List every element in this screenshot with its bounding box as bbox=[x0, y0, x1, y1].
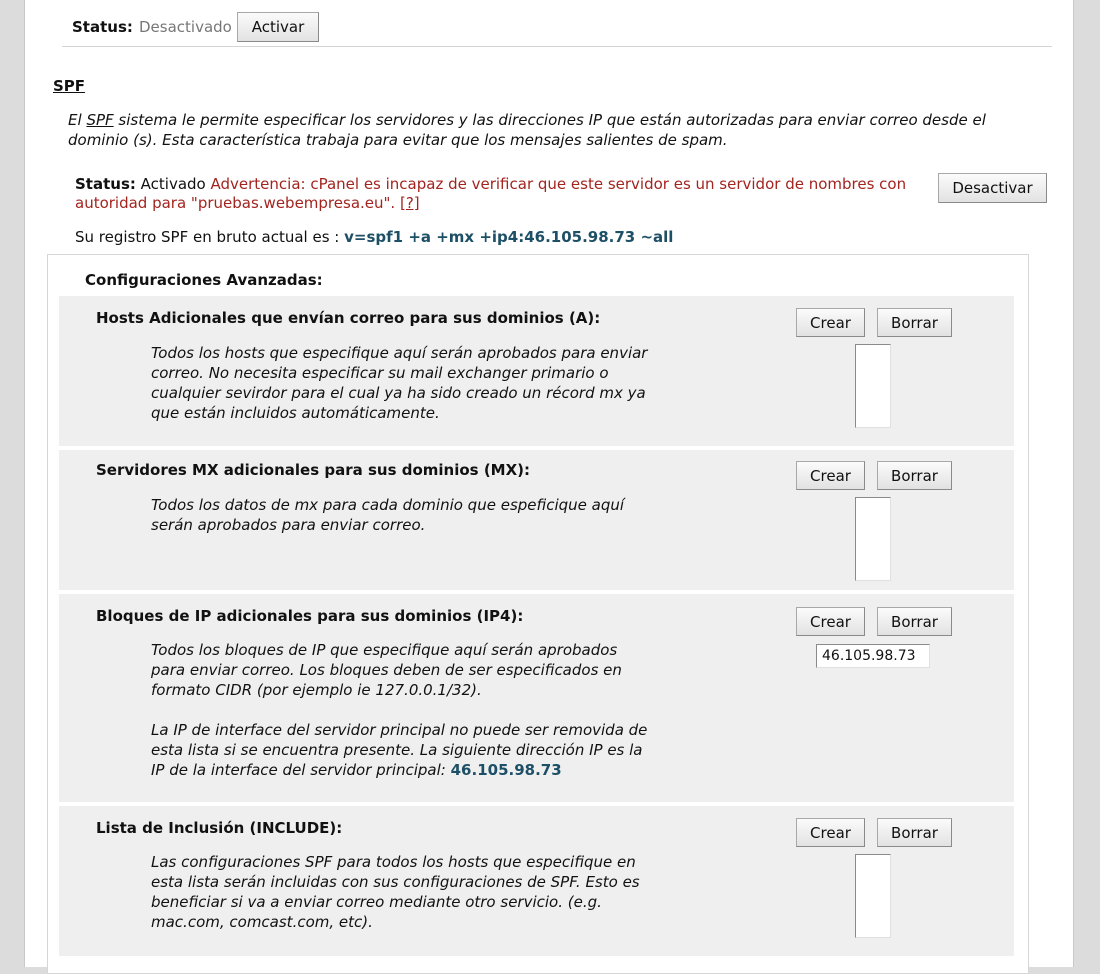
activate-button[interactable]: Activar bbox=[237, 12, 319, 42]
section-include-description: Las configuraciones SPF para todos los hosts que especifique en esta lista serán incluidas con sus configuraciones de SPF. Esto es beneficiar si va a enviar correo mediante otro servicio. (e.g. mac.com, comcast.com, etc). bbox=[151, 853, 640, 931]
section-mx-description: Todos los datos de mx para cada dominio que espeficique aquí serán aprobados para enviar correo. bbox=[151, 496, 625, 534]
section-a-delete-button[interactable]: Borrar bbox=[877, 308, 952, 337]
section-a-title: Hosts Adicionales que envían correo para sus dominios (A): bbox=[96, 309, 601, 327]
spf-raw-label: Su registro SPF en bruto actual es : bbox=[75, 228, 340, 246]
spf-title: SPF bbox=[53, 77, 86, 95]
divider bbox=[62, 46, 1052, 47]
section-ip4-ip-list[interactable]: 46.105.98.73 bbox=[816, 644, 930, 668]
section-mx-create-button[interactable]: Crear bbox=[796, 461, 865, 490]
help-link[interactable]: [?] bbox=[399, 194, 420, 212]
spf-warning-line1: Advertencia: cPanel es incapaz de verificar que este servidor es un servidor de nombres con bbox=[210, 175, 907, 193]
section-include-list[interactable] bbox=[855, 854, 891, 938]
section-ip4-title: Bloques de IP adicionales para sus dominios (IP4): bbox=[96, 607, 524, 625]
spf-status-value: Activado bbox=[140, 175, 206, 193]
section-include-delete-button[interactable]: Borrar bbox=[877, 818, 952, 847]
spf-status-line2 bbox=[75, 194, 420, 212]
spf-intro-line1 bbox=[68, 111, 986, 129]
section-a-description: Todos los hosts que especifique aquí serán aprobados para enviar correo. No necesita especificar su mail exchanger primario o cualquier sevirdor para el cual ya ha sido creado un récord mx ya que están incluidos automáticamente. bbox=[151, 344, 648, 422]
advanced-title: Configuraciones Avanzadas: bbox=[85, 271, 323, 289]
top-status-label: Status: bbox=[72, 18, 133, 36]
spf-status-label: Status: bbox=[75, 175, 136, 193]
section-mx-server-list[interactable] bbox=[855, 497, 891, 581]
spf-raw-record bbox=[75, 228, 673, 246]
section-a-create-button[interactable]: Crear bbox=[796, 308, 865, 337]
intro-prefix: El bbox=[68, 111, 82, 129]
spf-warning-line2: autoridad para "pruebas.webempresa.eu". bbox=[75, 194, 396, 212]
section-ip4-note-text: La IP de interface del servidor principal no puede ser removida de esta lista si se encuentra presente. La siguiente dirección IP es la IP de la interface del servidor principal: bbox=[151, 721, 648, 779]
section-include-title: Lista de Inclusión (INCLUDE): bbox=[96, 819, 343, 837]
spf-intro-line2: dominio (s). Esta característica trabaja para evitar que los mensajes salientes de spam. bbox=[68, 131, 728, 149]
spf-link[interactable]: SPF bbox=[86, 111, 114, 129]
deactivate-button[interactable]: Desactivar bbox=[938, 173, 1047, 203]
section-ip4-note bbox=[151, 720, 651, 780]
section-include-create-button[interactable]: Crear bbox=[796, 818, 865, 847]
section-mx-delete-button[interactable]: Borrar bbox=[877, 461, 952, 490]
section-a-host-list[interactable] bbox=[855, 344, 891, 428]
spf-status-line1 bbox=[75, 175, 906, 193]
top-status-value: Desactivado bbox=[139, 18, 232, 36]
section-ip4-create-button[interactable]: Crear bbox=[796, 607, 865, 636]
intro-text-visible: sistema le permite especificar los servidores y las direcciones IP que están autorizadas para enviar correo desde el bbox=[118, 111, 986, 129]
section-ip4-note-ip: 46.105.98.73 bbox=[450, 761, 562, 779]
section-ip4-description: Todos los bloques de IP que especifique aquí serán aprobados para enviar correo. Los bloques deben de ser especificados en formato CIDR (por ejemplo ie 127.0.0.1/32). bbox=[151, 641, 622, 699]
spf-raw-value: v=spf1 +a +mx +ip4:46.105.98.73 ~all bbox=[344, 228, 674, 246]
section-mx-title: Servidores MX adicionales para sus dominios (MX): bbox=[96, 461, 531, 479]
section-ip4-delete-button[interactable]: Borrar bbox=[877, 607, 952, 636]
